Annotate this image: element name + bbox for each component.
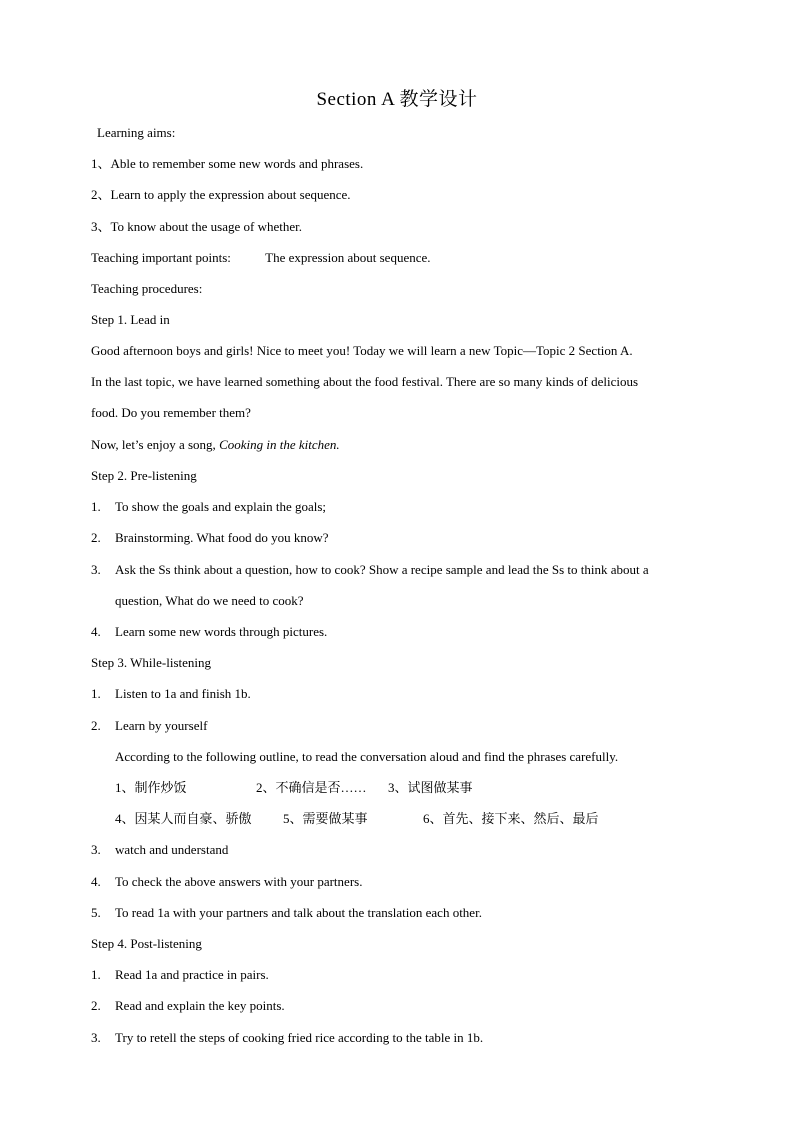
list-number: 4. xyxy=(91,624,101,639)
phrase-item: 1、制作炒饭 xyxy=(115,780,187,795)
aim-item: 2、Learn to apply the expression about sequence. xyxy=(91,187,351,202)
list-item xyxy=(91,498,326,516)
list-number: 2. xyxy=(91,530,101,545)
aim-item: 3、To know about the usage of whether. xyxy=(91,219,303,234)
list-item xyxy=(91,529,329,547)
list-text: To check the above answers with your partners. xyxy=(115,874,363,889)
procedures-label: Teaching procedures: xyxy=(91,281,203,296)
list-number: 1. xyxy=(91,499,101,514)
song-title: Cooking in the kitchen. xyxy=(219,437,340,452)
list-text: To read 1a with your partners and talk about the translation each other. xyxy=(115,905,482,920)
list-number: 1. xyxy=(91,686,101,701)
phrase-item: 3、试图做某事 xyxy=(388,780,473,795)
list-item xyxy=(91,873,362,891)
list-number: 3. xyxy=(91,842,101,857)
list-text: Ask the Ss think about a question, how to cook? Show a recipe sample and lead the Ss to think about a xyxy=(115,562,649,577)
outline-text: According to the following outline, to read the conversation aloud and find the phrases carefully. xyxy=(115,749,619,764)
list-number: 4. xyxy=(91,874,101,889)
step1-heading: Step 1. Lead in xyxy=(91,312,170,327)
list-number: 1. xyxy=(91,967,101,982)
list-item xyxy=(91,841,228,859)
step1-paragraph: In the last topic, we have learned something about the food festival. There are so many kinds of delicious xyxy=(91,374,639,389)
phrase-item: 2、不确信是否…… xyxy=(256,780,367,795)
aim-item: 1、Able to remember some new words and phrases. xyxy=(91,156,364,171)
list-number: 5. xyxy=(91,905,101,920)
list-item xyxy=(91,561,649,579)
list-item xyxy=(91,966,269,984)
list-text: watch and understand xyxy=(115,842,229,857)
list-text: Brainstorming. What food do you know? xyxy=(115,530,329,545)
list-number: 2. xyxy=(91,998,101,1013)
important-points-value: The expression about sequence. xyxy=(265,250,431,265)
learning-aims-label: Learning aims: xyxy=(97,125,176,140)
list-text: Listen to 1a and finish 1b. xyxy=(115,686,251,701)
list-text: To show the goals and explain the goals; xyxy=(115,499,327,514)
phrase-item: 4、因某人而自豪、骄傲 xyxy=(115,811,252,826)
list-number: 3. xyxy=(91,562,101,577)
song-prefix: Now, let’s enjoy a song, xyxy=(91,437,220,452)
list-item-continuation: question, What do we need to cook? xyxy=(115,593,304,608)
list-item xyxy=(91,717,207,735)
step2-heading: Step 2. Pre-listening xyxy=(91,468,197,483)
important-points xyxy=(91,249,431,267)
list-item xyxy=(91,623,327,641)
list-number: 2. xyxy=(91,718,101,733)
list-item xyxy=(91,997,285,1015)
list-item xyxy=(91,1029,483,1047)
phrase-item: 6、首先、接下来、然后、最后 xyxy=(423,811,599,826)
step4-heading: Step 4. Post-listening xyxy=(91,936,202,951)
step1-paragraph: Good afternoon boys and girls! Nice to meet you! Today we will learn a new Topic—Topic 2 Section A. xyxy=(91,343,633,358)
list-text: Learn some new words through pictures. xyxy=(115,624,328,639)
important-points-label: Teaching important points: xyxy=(91,250,231,265)
list-item xyxy=(91,904,482,922)
list-text: Read and explain the key points. xyxy=(115,998,285,1013)
step1-song-line xyxy=(91,436,340,454)
list-item xyxy=(91,685,251,703)
step1-paragraph: food. Do you remember them? xyxy=(91,405,251,420)
phrase-item: 5、需要做某事 xyxy=(283,811,368,826)
page-title: Section A 教学设计 xyxy=(316,89,478,110)
list-text: Learn by yourself xyxy=(115,718,208,733)
list-number: 3. xyxy=(91,1030,101,1045)
list-text: Read 1a and practice in pairs. xyxy=(115,967,269,982)
step3-heading: Step 3. While-listening xyxy=(91,655,211,670)
list-text: Try to retell the steps of cooking fried rice according to the table in 1b. xyxy=(115,1030,484,1045)
